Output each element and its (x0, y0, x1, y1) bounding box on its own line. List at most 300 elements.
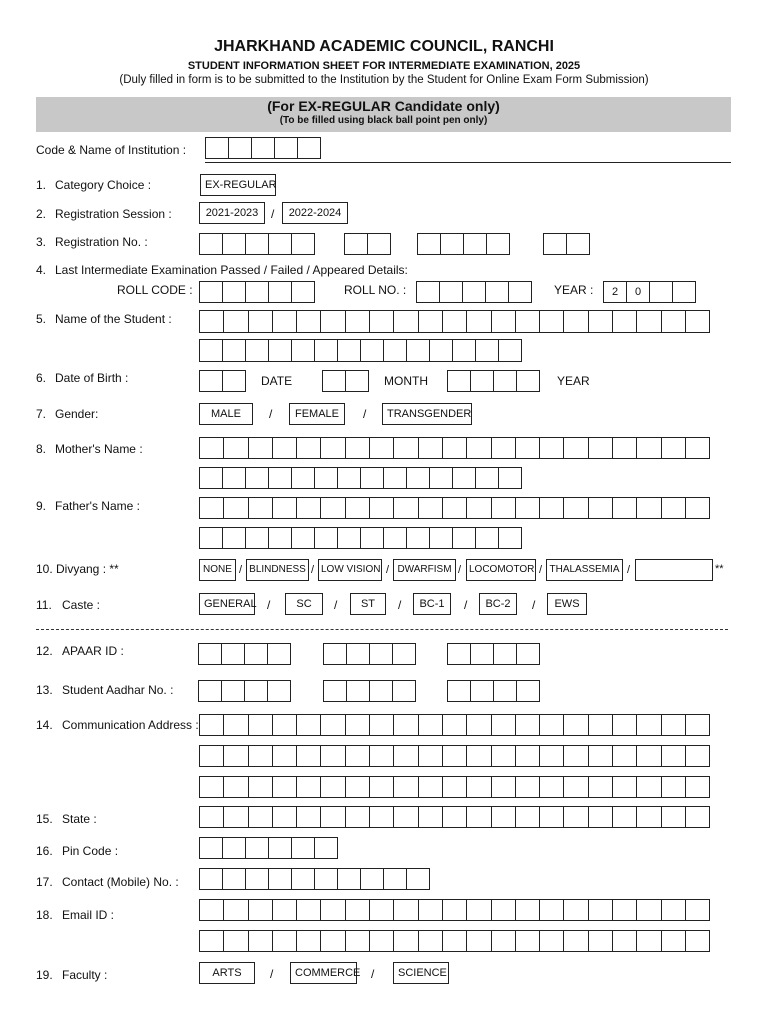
entry-box[interactable] (470, 643, 494, 665)
entry-box[interactable] (345, 310, 370, 333)
divyang-blindness[interactable]: BLINDNESS (246, 559, 309, 581)
entry-box[interactable] (345, 745, 370, 767)
caste-general[interactable]: GENERAL (199, 593, 255, 615)
entry-box[interactable] (685, 497, 710, 519)
entry-box[interactable] (248, 930, 273, 952)
entry-box[interactable] (466, 899, 491, 921)
entry-box[interactable] (418, 437, 443, 459)
entry-box[interactable] (268, 837, 292, 859)
entry-box[interactable] (516, 643, 540, 665)
entry-box[interactable] (418, 310, 443, 333)
entry-box[interactable] (470, 680, 494, 702)
entry-box[interactable] (515, 806, 540, 828)
entry-box[interactable] (296, 497, 321, 519)
entry-box[interactable] (369, 497, 394, 519)
entry-box[interactable] (291, 467, 315, 489)
reg-no-boxes-4[interactable] (543, 233, 590, 255)
entry-box[interactable] (442, 437, 467, 459)
entry-box[interactable] (228, 137, 252, 159)
entry-box[interactable] (539, 437, 564, 459)
entry-box[interactable] (563, 437, 588, 459)
entry-box[interactable] (296, 310, 321, 333)
father-name-row-2[interactable] (199, 527, 522, 549)
entry-box[interactable] (393, 437, 418, 459)
entry-box[interactable] (360, 527, 384, 549)
entry-box[interactable] (198, 680, 222, 702)
entry-box[interactable] (320, 930, 345, 952)
entry-box[interactable] (612, 310, 637, 333)
reg-no-boxes-3[interactable] (417, 233, 510, 255)
mobile-boxes[interactable] (199, 868, 430, 890)
entry-box[interactable] (272, 714, 297, 736)
entry-box[interactable] (268, 467, 292, 489)
entry-box[interactable] (199, 437, 224, 459)
caste-st[interactable]: ST (350, 593, 386, 615)
entry-box[interactable] (383, 868, 407, 890)
entry-box[interactable] (345, 899, 370, 921)
entry-box[interactable] (588, 437, 613, 459)
dob-month-boxes[interactable] (322, 370, 369, 392)
entry-box[interactable] (245, 281, 269, 303)
entry-box[interactable] (245, 837, 269, 859)
entry-box[interactable] (369, 643, 393, 665)
student-name-row-1[interactable] (199, 310, 710, 333)
entry-box[interactable] (466, 437, 491, 459)
entry-box[interactable] (248, 776, 273, 798)
entry-box[interactable] (272, 776, 297, 798)
entry-box[interactable] (491, 714, 516, 736)
entry-box[interactable] (661, 806, 686, 828)
entry-box[interactable] (475, 527, 499, 549)
entry-box[interactable] (369, 437, 394, 459)
entry-box[interactable] (588, 714, 613, 736)
dob-date-boxes[interactable] (199, 370, 246, 392)
entry-box[interactable] (685, 806, 710, 828)
entry-box[interactable] (588, 310, 613, 333)
entry-box[interactable] (320, 776, 345, 798)
entry-box[interactable] (452, 527, 476, 549)
entry-box[interactable] (272, 745, 297, 767)
entry-box[interactable] (649, 281, 673, 303)
entry-box[interactable] (447, 643, 471, 665)
entry-box[interactable] (539, 930, 564, 952)
entry-box[interactable] (543, 233, 567, 255)
category-ex-regular[interactable]: EX-REGULAR (200, 174, 276, 196)
entry-box[interactable] (337, 868, 361, 890)
entry-box[interactable] (515, 714, 540, 736)
entry-box[interactable] (291, 527, 315, 549)
address-row-3[interactable] (199, 776, 710, 798)
entry-box[interactable] (320, 497, 345, 519)
entry-box[interactable] (491, 497, 516, 519)
entry-box[interactable] (429, 467, 453, 489)
entry-box[interactable] (636, 437, 661, 459)
entry-box[interactable] (337, 467, 361, 489)
entry-box[interactable] (418, 745, 443, 767)
entry-box[interactable] (314, 868, 338, 890)
session-option-1[interactable]: 2021-2023 (199, 202, 265, 224)
entry-box[interactable] (491, 745, 516, 767)
entry-box[interactable] (199, 837, 223, 859)
entry-box[interactable] (222, 527, 246, 549)
entry-box[interactable] (612, 714, 637, 736)
entry-box[interactable] (222, 233, 246, 255)
entry-box[interactable] (515, 310, 540, 333)
mother-name-row-2[interactable] (199, 467, 522, 489)
entry-box[interactable] (636, 497, 661, 519)
entry-box[interactable] (296, 714, 321, 736)
entry-box[interactable] (447, 370, 471, 392)
entry-box[interactable] (199, 714, 224, 736)
entry-box[interactable] (245, 467, 269, 489)
entry-box[interactable] (442, 310, 467, 333)
entry-box[interactable] (563, 806, 588, 828)
entry-box[interactable] (393, 930, 418, 952)
entry-box[interactable] (636, 310, 661, 333)
entry-box[interactable] (199, 370, 223, 392)
entry-box[interactable] (291, 281, 315, 303)
divyang-dwarfism[interactable]: DWARFISM (393, 559, 456, 581)
entry-box[interactable] (199, 899, 224, 921)
entry-box[interactable] (466, 745, 491, 767)
entry-box[interactable] (612, 497, 637, 519)
entry-box[interactable] (563, 497, 588, 519)
entry-box[interactable] (470, 370, 494, 392)
reg-no-boxes-2[interactable] (344, 233, 391, 255)
entry-box[interactable] (291, 837, 315, 859)
entry-box[interactable] (539, 899, 564, 921)
entry-box[interactable] (418, 776, 443, 798)
entry-box[interactable] (199, 930, 224, 952)
entry-box[interactable] (563, 745, 588, 767)
entry-box[interactable] (272, 806, 297, 828)
entry-box[interactable] (248, 497, 273, 519)
session-option-2[interactable]: 2022-2024 (282, 202, 348, 224)
entry-box[interactable] (245, 233, 269, 255)
entry-box[interactable] (563, 930, 588, 952)
entry-box[interactable] (516, 370, 540, 392)
entry-box[interactable] (222, 837, 246, 859)
entry-box[interactable] (244, 643, 268, 665)
entry-box[interactable] (393, 497, 418, 519)
aadhar-boxes-3[interactable] (447, 680, 540, 702)
entry-box[interactable] (498, 339, 522, 362)
entry-box[interactable] (320, 806, 345, 828)
entry-box[interactable] (416, 281, 440, 303)
entry-box[interactable] (322, 370, 346, 392)
year-boxes[interactable] (603, 281, 696, 303)
entry-box[interactable] (393, 776, 418, 798)
entry-box[interactable] (442, 776, 467, 798)
roll-code-boxes[interactable] (199, 281, 315, 303)
entry-box[interactable] (516, 680, 540, 702)
entry-box[interactable] (463, 233, 487, 255)
entry-box[interactable] (223, 930, 248, 952)
entry-box[interactable] (563, 899, 588, 921)
entry-box[interactable] (268, 281, 292, 303)
entry-box[interactable] (636, 899, 661, 921)
institution-name-line[interactable] (205, 162, 731, 163)
entry-box[interactable] (291, 339, 315, 362)
entry-box[interactable] (345, 714, 370, 736)
entry-box[interactable] (636, 930, 661, 952)
entry-box[interactable] (539, 776, 564, 798)
roll-no-boxes[interactable] (416, 281, 532, 303)
entry-box[interactable] (199, 497, 224, 519)
entry-box[interactable] (369, 899, 394, 921)
entry-box[interactable] (539, 714, 564, 736)
reg-no-boxes-1[interactable] (199, 233, 315, 255)
entry-box[interactable] (369, 714, 394, 736)
entry-box[interactable] (563, 310, 588, 333)
entry-box[interactable] (344, 233, 368, 255)
entry-box[interactable] (588, 806, 613, 828)
divyang-low-vision[interactable]: LOW VISION (318, 559, 382, 581)
entry-box[interactable] (314, 837, 338, 859)
entry-box[interactable] (515, 497, 540, 519)
entry-box[interactable] (393, 714, 418, 736)
entry-box[interactable] (360, 868, 384, 890)
gender-female[interactable]: FEMALE (289, 403, 345, 425)
entry-box[interactable] (199, 310, 224, 333)
entry-box[interactable] (337, 527, 361, 549)
faculty-arts[interactable]: ARTS (199, 962, 255, 984)
entry-box[interactable] (661, 310, 686, 333)
entry-box[interactable] (418, 497, 443, 519)
entry-box[interactable] (337, 339, 361, 362)
caste-bc2[interactable]: BC-2 (479, 593, 517, 615)
entry-box[interactable] (320, 310, 345, 333)
entry-box[interactable] (248, 899, 273, 921)
entry-box[interactable] (661, 930, 686, 952)
gender-male[interactable]: MALE (199, 403, 253, 425)
entry-box[interactable] (417, 233, 441, 255)
entry-box[interactable] (429, 527, 453, 549)
entry-box[interactable] (486, 233, 510, 255)
aadhar-boxes-2[interactable] (323, 680, 416, 702)
entry-box[interactable] (563, 714, 588, 736)
entry-box[interactable] (466, 930, 491, 952)
entry-box[interactable] (661, 899, 686, 921)
state-row[interactable] (199, 806, 710, 828)
entry-box[interactable] (199, 868, 223, 890)
entry-box[interactable] (485, 281, 509, 303)
entry-box[interactable] (345, 370, 369, 392)
entry-box[interactable] (440, 233, 464, 255)
entry-box[interactable] (418, 714, 443, 736)
entry-box[interactable] (612, 437, 637, 459)
entry-box[interactable] (369, 776, 394, 798)
entry-box[interactable] (296, 899, 321, 921)
entry-box[interactable] (661, 497, 686, 519)
entry-box[interactable] (251, 137, 275, 159)
entry-box[interactable] (442, 930, 467, 952)
entry-box[interactable] (563, 776, 588, 798)
entry-box[interactable] (248, 806, 273, 828)
entry-box[interactable] (588, 930, 613, 952)
entry-box[interactable] (383, 467, 407, 489)
entry-box[interactable] (323, 643, 347, 665)
entry-box[interactable] (498, 467, 522, 489)
entry-box[interactable] (685, 745, 710, 767)
dob-year-boxes[interactable] (447, 370, 540, 392)
entry-box[interactable] (345, 437, 370, 459)
entry-box[interactable] (612, 745, 637, 767)
entry-box[interactable] (442, 806, 467, 828)
entry-box[interactable] (369, 745, 394, 767)
entry-box[interactable] (223, 745, 248, 767)
entry-box[interactable] (369, 930, 394, 952)
entry-box[interactable] (685, 310, 710, 333)
entry-box[interactable] (268, 339, 292, 362)
entry-box[interactable] (272, 497, 297, 519)
entry-box[interactable] (466, 714, 491, 736)
entry-box[interactable] (223, 899, 248, 921)
entry-box[interactable] (539, 806, 564, 828)
entry-box[interactable] (475, 339, 499, 362)
entry-box[interactable] (539, 497, 564, 519)
caste-bc1[interactable]: BC-1 (413, 593, 451, 615)
entry-box[interactable] (498, 527, 522, 549)
entry-box[interactable] (418, 899, 443, 921)
entry-box[interactable] (442, 497, 467, 519)
entry-box[interactable] (636, 806, 661, 828)
entry-box[interactable] (314, 467, 338, 489)
entry-box[interactable] (393, 745, 418, 767)
entry-box[interactable] (452, 467, 476, 489)
entry-box[interactable] (661, 745, 686, 767)
entry-box[interactable] (223, 497, 248, 519)
divyang-thalassemia[interactable]: THALASSEMIA (546, 559, 623, 581)
pin-boxes[interactable] (199, 837, 338, 859)
entry-box[interactable] (360, 467, 384, 489)
entry-box[interactable] (345, 806, 370, 828)
entry-box[interactable] (314, 527, 338, 549)
entry-box[interactable] (661, 714, 686, 736)
entry-box[interactable] (314, 339, 338, 362)
entry-box[interactable] (447, 680, 471, 702)
entry-box[interactable] (491, 806, 516, 828)
entry-box[interactable] (296, 930, 321, 952)
entry-box[interactable] (369, 806, 394, 828)
entry-box[interactable] (199, 233, 223, 255)
entry-box[interactable] (245, 339, 269, 362)
entry-box[interactable] (320, 437, 345, 459)
address-row-2[interactable] (199, 745, 710, 767)
entry-box[interactable] (493, 680, 517, 702)
entry-box[interactable] (272, 437, 297, 459)
entry-box[interactable] (222, 281, 246, 303)
entry-box[interactable] (612, 899, 637, 921)
entry-box[interactable] (493, 370, 517, 392)
entry-box[interactable] (199, 339, 223, 362)
entry-box[interactable] (515, 745, 540, 767)
entry-box[interactable] (296, 437, 321, 459)
gender-transgender[interactable]: TRANSGENDER (382, 403, 472, 425)
entry-box[interactable] (205, 137, 229, 159)
entry-box[interactable] (406, 868, 430, 890)
entry-box[interactable] (588, 745, 613, 767)
entry-box[interactable] (272, 899, 297, 921)
entry-box[interactable] (418, 806, 443, 828)
entry-box[interactable] (222, 467, 246, 489)
entry-box[interactable] (272, 310, 297, 333)
entry-box[interactable] (685, 714, 710, 736)
entry-box[interactable] (274, 137, 298, 159)
entry-box[interactable] (272, 930, 297, 952)
entry-box[interactable] (367, 233, 391, 255)
entry-box[interactable] (442, 745, 467, 767)
entry-box[interactable] (223, 437, 248, 459)
entry-box[interactable] (221, 643, 245, 665)
entry-box[interactable] (198, 643, 222, 665)
entry-box[interactable] (244, 680, 268, 702)
faculty-science[interactable]: SCIENCE (393, 962, 449, 984)
entry-box[interactable] (222, 339, 246, 362)
entry-box[interactable] (452, 339, 476, 362)
entry-box[interactable] (462, 281, 486, 303)
entry-box[interactable] (248, 310, 273, 333)
email-row-1[interactable] (199, 899, 710, 921)
apaar-boxes-2[interactable] (323, 643, 416, 665)
entry-box[interactable] (406, 339, 430, 362)
entry-box[interactable] (588, 899, 613, 921)
entry-box[interactable] (442, 899, 467, 921)
entry-box[interactable] (223, 714, 248, 736)
entry-box[interactable] (345, 930, 370, 952)
entry-box[interactable] (268, 233, 292, 255)
entry-box[interactable] (199, 806, 224, 828)
entry-box[interactable] (612, 930, 637, 952)
entry-box[interactable] (296, 745, 321, 767)
mother-name-row-1[interactable] (199, 437, 710, 459)
entry-box[interactable] (393, 806, 418, 828)
entry-box[interactable] (418, 930, 443, 952)
entry-box[interactable] (466, 776, 491, 798)
entry-box[interactable] (588, 776, 613, 798)
entry-box[interactable] (588, 497, 613, 519)
entry-box[interactable] (320, 899, 345, 921)
entry-box[interactable] (221, 680, 245, 702)
entry-box[interactable] (199, 467, 223, 489)
entry-box[interactable] (539, 745, 564, 767)
entry-box[interactable] (515, 437, 540, 459)
entry-box[interactable] (406, 467, 430, 489)
entry-box[interactable] (685, 930, 710, 952)
entry-box[interactable] (466, 497, 491, 519)
father-name-row-1[interactable] (199, 497, 710, 519)
entry-box[interactable] (539, 310, 564, 333)
entry-box[interactable] (612, 776, 637, 798)
entry-box[interactable] (291, 868, 315, 890)
entry-box[interactable] (291, 233, 315, 255)
entry-box[interactable] (267, 680, 291, 702)
entry-box[interactable] (466, 806, 491, 828)
entry-box[interactable] (566, 233, 590, 255)
entry-box[interactable] (369, 310, 394, 333)
entry-box[interactable] (346, 680, 370, 702)
entry-box[interactable] (360, 339, 384, 362)
entry-box[interactable] (268, 527, 292, 549)
entry-box[interactable] (685, 899, 710, 921)
entry-box[interactable] (223, 806, 248, 828)
entry-box[interactable] (245, 527, 269, 549)
apaar-boxes-1[interactable] (198, 643, 291, 665)
email-row-2[interactable] (199, 930, 710, 952)
entry-box[interactable] (268, 868, 292, 890)
entry-box[interactable] (320, 745, 345, 767)
entry-box[interactable] (491, 899, 516, 921)
